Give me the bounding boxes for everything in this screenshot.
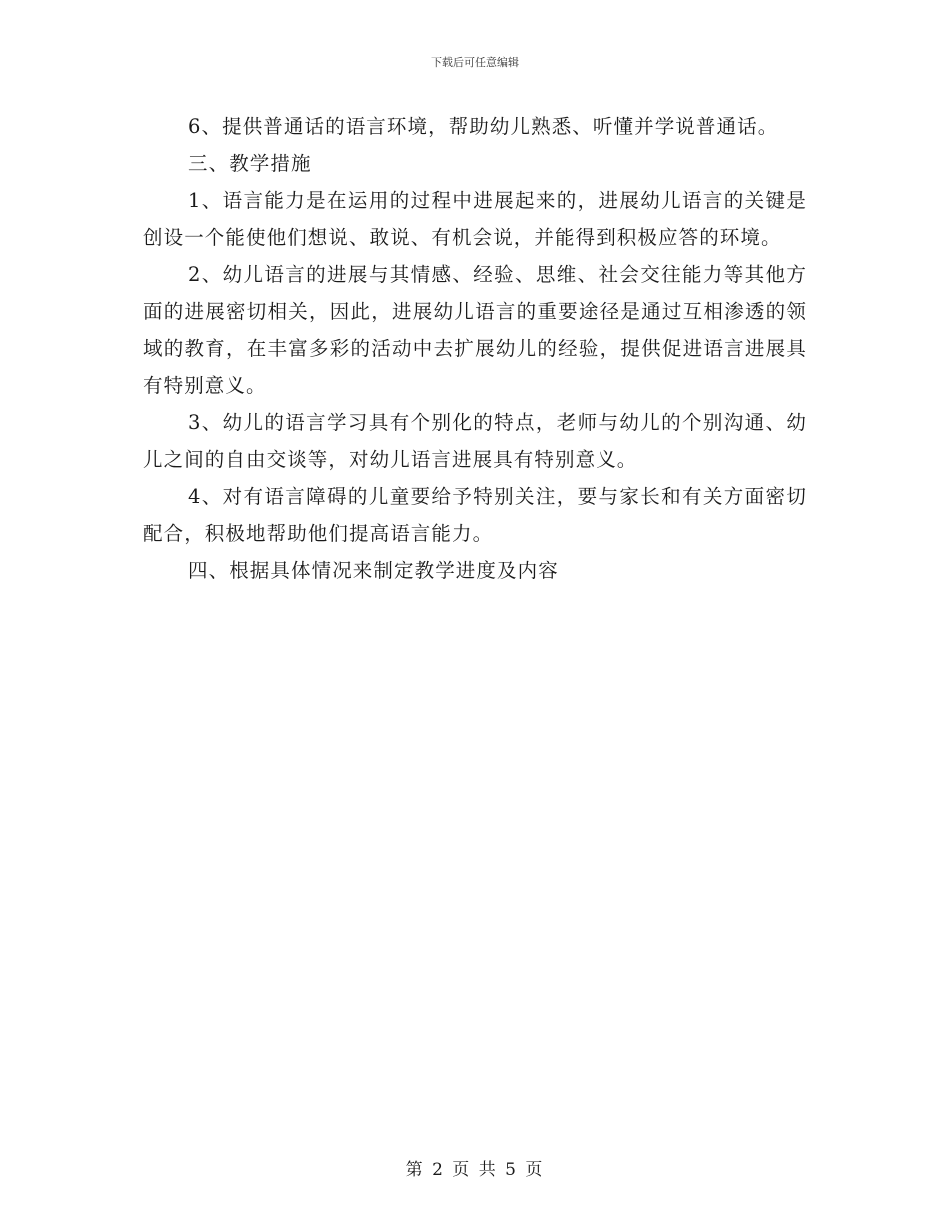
section-heading-teaching-measures: 三、教学措施 xyxy=(188,152,312,175)
section-heading-teaching-schedule: 四、根据具体情况来制定教学进度及内容 xyxy=(188,559,559,582)
paragraph-measure-1: 1、语言能力是在运用的过程中进展起来的，进展幼儿语言的关键是创设一个能使他们想说、敢说、有机会说，并能得到积极应答的环境。 xyxy=(143,189,807,249)
page-number: 第 2 页 共 5 页 xyxy=(405,1160,545,1180)
document-body xyxy=(143,108,807,589)
paragraph-measure-4: 4、对有语言障碍的儿童要给予特别关注，要与家长和有关方面密切配合，积极地帮助他们提高语言能力。 xyxy=(143,485,807,545)
paragraph-item-6: 6、提供普通话的语言环境，帮助幼儿熟悉、听懂并学说普通话。 xyxy=(188,115,779,138)
paragraph-measure-3: 3、幼儿的语言学习具有个别化的特点，老师与幼儿的个别沟通、幼儿之间的自由交谈等，对幼儿语言进展具有特别意义。 xyxy=(143,411,807,471)
paragraph-measure-2: 2、幼儿语言的进展与其情感、经验、思维、社会交往能力等其他方面的进展密切相关，因此，进展幼儿语言的重要途径是通过互相渗透的领域的教育，在丰富多彩的活动中去扩展幼儿的经验，提供促进语言进展具有特别意义。 xyxy=(143,263,807,397)
page-header: 下载后可任意编辑 xyxy=(431,56,519,69)
